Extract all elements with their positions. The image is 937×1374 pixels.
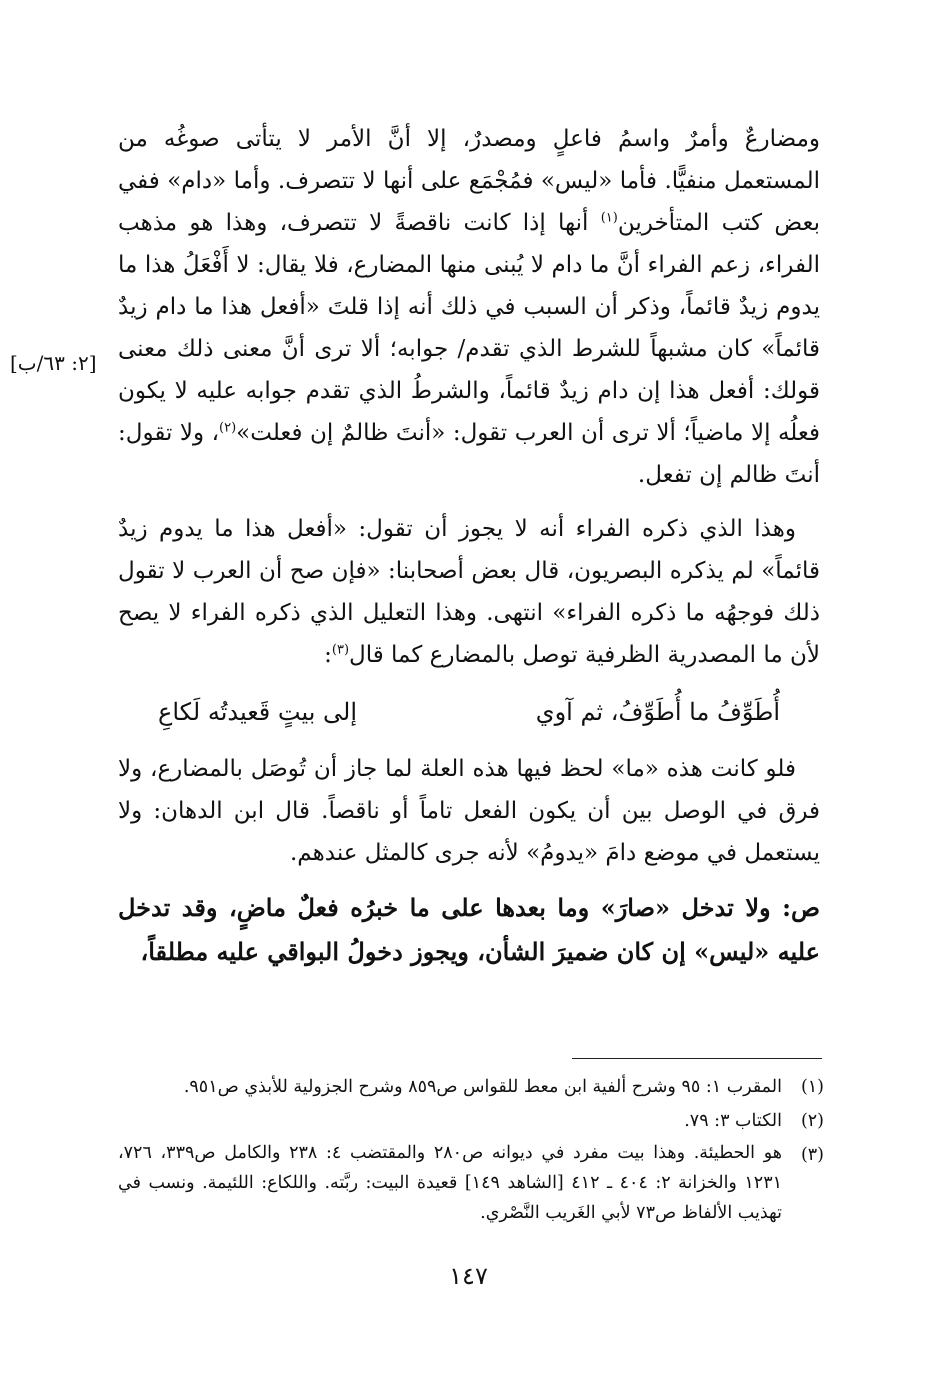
footnote-ref-2[interactable]: (٢) (219, 420, 237, 436)
paragraph-4-matn: ص: ولا تدخل «صارَ» وما بعدها على ما خبرُه فعلٌ ماضٍ، وقد تدخل عليه «ليس» إن كان ضميرَ الشأن، ويجوز دخولُ البواقي عليه مطلقاً، (118, 893, 820, 966)
footnotes (118, 1070, 824, 1228)
main-text (118, 118, 820, 974)
paragraph-1-text-end: ، ولا تقول: أنتَ ظالم إن تفعل. (118, 420, 820, 488)
paragraph-2-text: وهذا الذي ذكره الفراء أنه لا يجوز أن تقول: «أفعل هذا ما يدوم زيدٌ قائماً» لم يذكره البصريون، قال بعض أصحابنا: «فإن صح أن العرب لا تقول ذلك فوجهُه ما ذكره الفراء» انتهى. وهذا التعليل الذي ذكره الفراء لا يصح لأن ما المصدرية الظرفية توصل بالمضارع كما قال (118, 516, 820, 668)
paragraph-1-text: ومضارعٌ وأمرٌ واسمُ فاعلٍ ومصدرٌ، إلا أنَّ الأمر لا يتأتى صوغُه من المستعمل منفيًّا. فأما «ليس» فمُجْمَع على أنها لا تتصرف. وأما «دام» ففي بعض كتب المتأخرين (118, 126, 821, 236)
footnote-2 (118, 1104, 824, 1138)
paragraph-3: فلو كانت هذه «ما» لحظ فيها هذه العلة لما جاز أن تُوصَل بالمضارع، ولا فرق في الوصل بين أن يكون الفعل تاماً أو ناقصاً. قال ابن الدهان: ولا يستعمل في موضع دامَ «يدومُ» لأنه جرى كالمثل عندهم. (118, 756, 820, 866)
footnote-ref-1[interactable]: (١) (600, 210, 618, 226)
paragraph-1 (118, 118, 820, 496)
footnote-3-number: (٣) (800, 1145, 824, 1165)
footnote-1 (118, 1070, 824, 1104)
page-number: ١٤٧ (449, 1262, 488, 1290)
paragraph-1-text-cont: أنها إذا كانت ناقصةً لا تتصرف، وهذا هو مذهب الفراء، زعم الفراء أنَّ ما دام لا يُبنى منها المضارع، فلا يقال: لا أَفْعَلُ هذا ما يدوم زيدٌ قائماً، وذكر أن السبب في ذلك أنه إذا قلتَ «أفعل هذا ما دام زيدٌ قائماً» كان مشبهاً للشرط الذي تقدم/ جوابه؛ ألا ترى أنَّ معنى ذلك معنى قولك: أفعل هذا إن دام زيدٌ قائماً، والشرطُ الذي تقدم جوابه عليه لا يكون فعلُه إلا ماضياً؛ ألا ترى أن العرب تقول: «أنتَ ظالمٌ إن فعلت» (118, 210, 820, 446)
footnote-2-text: الكتاب ٣: ٧٩. (684, 1111, 782, 1131)
poetry-verse (118, 676, 820, 748)
footnote-divider (572, 1058, 822, 1059)
footnote-1-text: المقرب ١: ٩٥ وشرح ألفية ابن معط للقواس ص٨٥٩ وشرح الجزولية للأبذي ص٩٥١. (183, 1077, 782, 1097)
footnote-ref-3[interactable]: (٣) (331, 642, 350, 658)
verse-first-hemistich: أُطَوِّفُ ما أُطَوِّفُ، ثم آوي (535, 698, 780, 726)
paragraph-2 (118, 508, 820, 676)
manuscript-folio-reference: [٢: ٦٣/ب] (10, 351, 97, 375)
verse-second-hemistich: إلى بيتٍ قَعيدتُه لَكاعِ (158, 698, 357, 726)
footnote-1-number: (١) (800, 1077, 824, 1097)
footnote-3-text: هو الحطيئة. وهذا بيت مفرد في ديوانه ص٢٨٠ والمقتضب ٤: ٢٣٨ والكامل ص٣٣٩، ٧٢٦، ١٢٣١ والخزانة ٢: ٤٠٤ ـ ٤١٢ [الشاهد ١٤٩] قعيدة البيت: ربَّته. واللكاع: اللئيمة. ونسب في تهذيب الألفاظ ص٧٣ لأبي الغَريب النَّصْري. (118, 1143, 782, 1223)
footnote-2-number: (٢) (800, 1111, 824, 1131)
paragraph-2-end: : (324, 642, 332, 668)
footnote-3 (118, 1138, 824, 1228)
